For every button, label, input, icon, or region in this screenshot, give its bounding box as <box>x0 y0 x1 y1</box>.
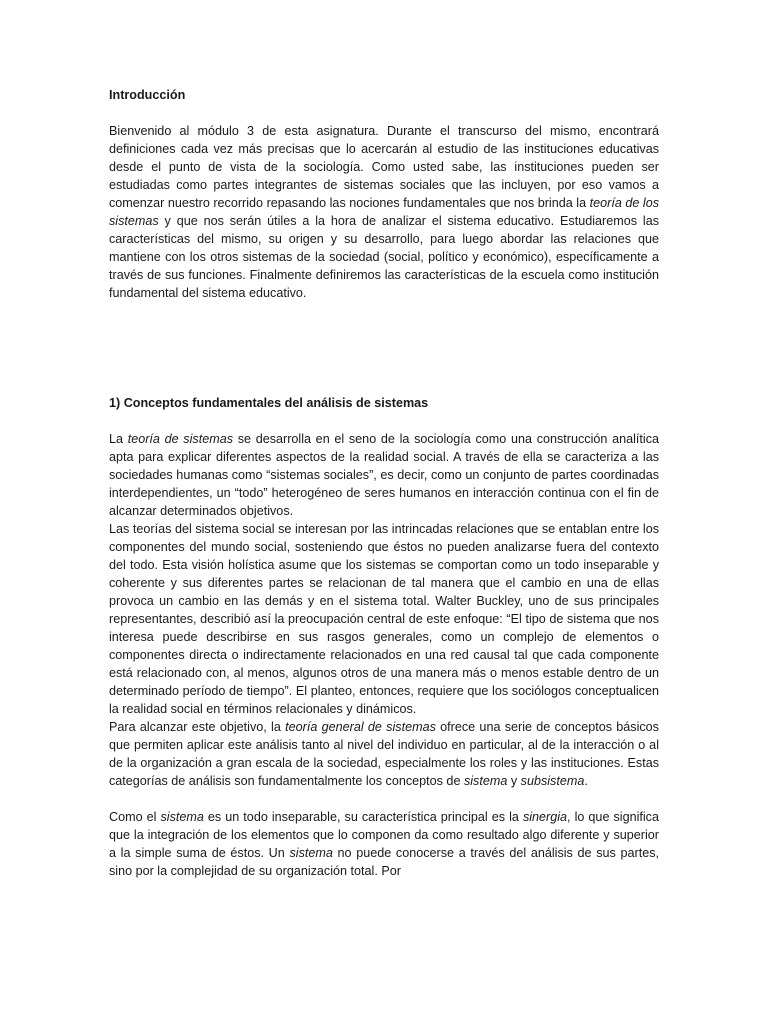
section-1-paragraph-2: Las teorías del sistema social se interesan por las intrincadas relaciones que se entablan entre los componentes del mundo social, sosteniendo que éstos no pueden analizarse fuera del contexto del todo. Esta visión holística asume que los sistemas se comportan como un todo inseparable y coherente y sus diferentes partes se relacionan de tal manera que el cambio en una de ellas provoca un cambio en las demás y en el sistema total. Walter Buckley, uno de sus principales representantes, describió así la preocupación central de este enfoque: “El tipo de sistema que nos interesa puede describirse en sus rasgos generales, como un complejo de elementos o componentes directa o indirectamente relacionados en una red causal tal que cada componente está relacionado con, al menos, algunos otros de una manera más o menos estable dentro de un determinado período de tiempo”. El planteo, entonces, requiere que los sociólogos conceptualicen la realidad social en términos relacionales y dinámicos. <box>109 522 659 716</box>
intro-heading: Introducción <box>109 88 186 102</box>
section-1-paragraph-3: Para alcanzar este objetivo, la teoría general de sistemas ofrece una serie de conceptos básicos que permiten aplicar este análisis tanto al nivel del individuo en particular, al de la interacción o al de la organización a gran escala de la sociedad, especialmente los roles y las instituciones. Estas categorías de análisis son fundamentalmente los conceptos de sistema y subsistema. <box>109 720 659 788</box>
section-1-heading: 1) Conceptos fundamentales del análisis de sistemas <box>109 396 429 410</box>
section-1-paragraph-4: Como el sistema es un todo inseparable, su característica principal es la sinergia, lo que significa que la integración de los elementos que lo componen da como resultado algo diferente y superior a la simple suma de éstos. Un sistema no puede conocerse a través del análisis de sus partes, sino por la complejidad de su organización total. Por <box>109 810 659 878</box>
intro-paragraph: Bienvenido al módulo 3 de esta asignatura. Durante el transcurso del mismo, encontrará definiciones cada vez más precisas que lo acercarán al estudio de las instituciones educativas desde el punto de vista de la sociología. Como usted sabe, las instituciones pueden ser estudiadas como partes integrantes de sistemas sociales que las incluyen, por eso vamos a comenzar nuestro recorrido repasando las nociones fundamentales que nos brinda la teoría de los sistemas y que nos serán útiles a la hora de analizar el sistema educativo. Estudiaremos las características del mismo, su origen y su desarrollo, para luego abordar las relaciones que mantiene con los otros sistemas de la sociedad (social, político y económico), específicamente a través de sus funciones. Finalmente definiremos las características de la escuela como institución fundamental del sistema educativo. <box>109 124 659 300</box>
document-page <box>109 86 659 880</box>
section-1-paragraph-1: La teoría de sistemas se desarrolla en el seno de la sociología como una construcción analítica apta para explicar diferentes aspectos de la realidad social. A través de ella se caracteriza a las sociedades humanas como “sistemas sociales”, es decir, como un conjunto de partes coordinadas interdependientes, un “todo” heterogéneo de seres humanos en interacción continua con el fin de alcanzar determinados objetivos. <box>109 432 659 518</box>
